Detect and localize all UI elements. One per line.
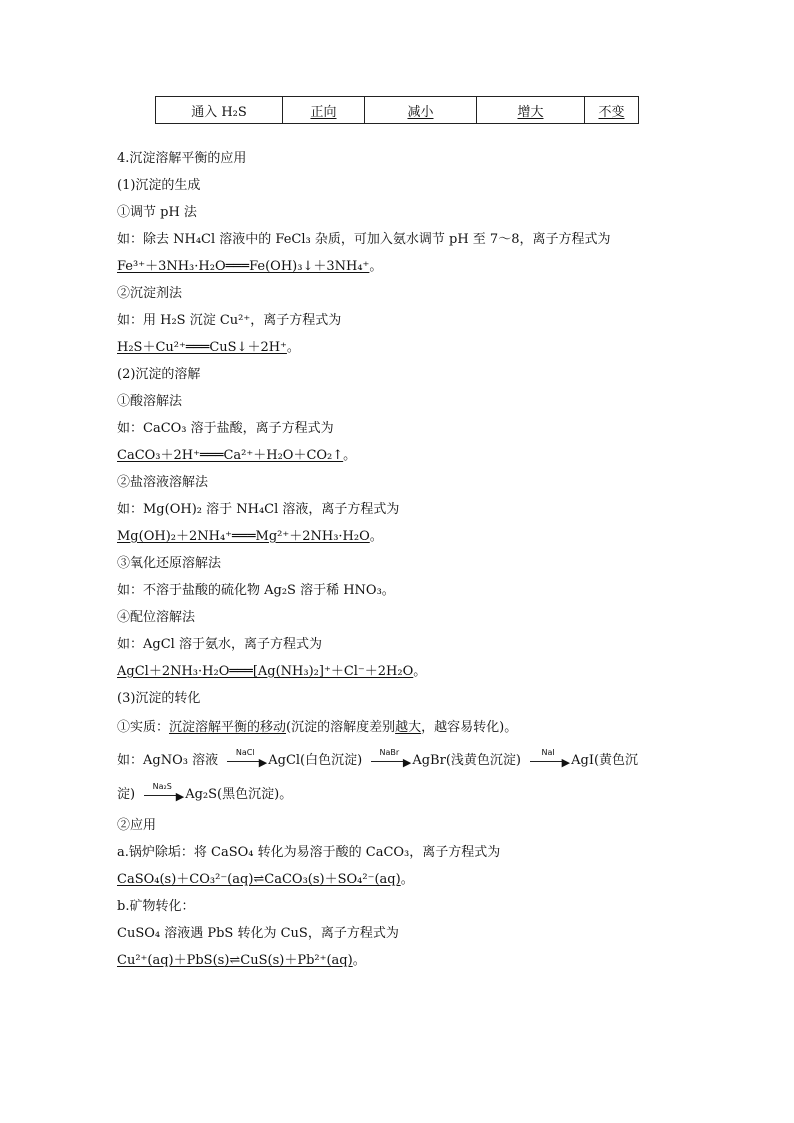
equation-line [117,258,382,276]
text: (沉淀的溶解度差别 [286,720,396,735]
equation: H₂S＋Cu²⁺═══CuS↓＋2H⁺ [117,340,287,355]
method-title: ①调节 pH 法 [117,205,197,220]
equation-line [117,528,383,546]
equation: Cu²⁺(aq)＋PbS(s)⇌CuS(s)＋Pb²⁺(aq) [117,953,353,968]
text-line: 如：AgCl 溶于氨水，离子方程式为 [117,637,322,652]
punct: 。 [286,340,300,355]
answer-text: 正向 [310,104,337,120]
equation: Fe³⁺＋3NH₃·H₂O═══Fe(OH)₃↓＋3NH₄⁺ [117,259,370,274]
answer-text: 增大 [517,104,544,120]
table-cell [365,97,477,124]
punct: 。 [400,872,414,887]
equation-line [117,663,426,681]
text: ①实质： [117,720,170,735]
reagent-label: Na₂S [152,782,172,791]
h2s-table [155,96,639,124]
punct: 。 [352,953,366,968]
text-line: b.矿物转化： [117,899,195,914]
text-line: 如：用 H₂S 沉淀 Cu²⁺，离子方程式为 [117,313,342,328]
method-title: ②沉淀剂法 [117,286,183,301]
table-cell: 通入 H₂S [156,97,283,124]
table-cell [585,97,639,124]
arrow-head-icon: ▶ [402,756,412,769]
section-heading: 4.沉淀溶解平衡的应用 [117,151,247,166]
reaction-arrow [369,748,412,770]
text: AgBr(浅黄色沉淀) [412,753,521,768]
text: 如：AgNO₃ 溶液 [117,753,219,768]
subheading: (3)沉淀的转化 [117,691,201,706]
table-row [156,97,639,124]
subheading: (1)沉淀的生成 [117,178,201,193]
method-title: ③氧化还原溶解法 [117,556,222,571]
text: ，越容易转化)。 [421,720,518,735]
text-line: 如：除去 NH₄Cl 溶液中的 FeCl₃ 杂质，可加入氨水调节 pH 至 7～8，离子方程式为 [117,232,611,247]
method-title: ④配位溶解法 [117,610,196,625]
reagent-label: NaBr [379,748,400,757]
punct: 。 [369,259,383,274]
equation-line [117,871,414,889]
text-line: a.锅炉除垢：将 CaSO₄ 转化为易溶于酸的 CaCO₃，离子方程式为 [117,845,501,860]
table-cell [477,97,585,124]
reaction-arrow [142,782,185,804]
text-line: CuSO₄ 溶液遇 PbS 转化为 CuS，离子方程式为 [117,926,399,941]
conversion-line [117,782,293,804]
punct: 。 [413,664,427,679]
answer-text: 减小 [407,104,434,120]
method-title: ①酸溶解法 [117,394,183,409]
equation: Mg(OH)₂＋2NH₄⁺═══Mg²⁺＋2NH₃·H₂O [117,529,370,544]
conversion-line [117,748,639,770]
answer-text: 沉淀溶解平衡的移动 [169,720,287,735]
text-line [117,719,517,737]
text: AgI(黄色沉 [571,753,639,768]
equation: CaCO₃＋2H⁺═══Ca²⁺＋H₂O＋CO₂↑ [117,448,344,463]
reaction-arrow [528,748,571,770]
method-title: ②盐溶液溶解法 [117,475,209,490]
reagent-label: NaCl [235,748,255,757]
text: AgCl(白色沉淀) [268,753,363,768]
equation-line [117,952,366,970]
answer-text: 不变 [598,104,625,120]
punct: 。 [343,448,357,463]
punct: 。 [369,529,383,544]
text-line: 如：不溶于盐酸的硫化物 Ag₂S 溶于稀 HNO₃。 [117,583,395,598]
arrow-head-icon: ▶ [561,756,571,769]
arrow-head-icon: ▶ [258,756,268,769]
table-cell [283,97,365,124]
text: 淀) [117,787,136,802]
method-title: ②应用 [117,818,157,833]
reagent-label: NaI [541,748,555,757]
equation: CaSO₄(s)＋CO₃²⁻(aq)⇌CaCO₃(s)＋SO₄²⁻(aq) [117,872,401,887]
text-line: 如：CaCO₃ 溶于盐酸，离子方程式为 [117,421,334,436]
equation-line [117,339,300,357]
reaction-arrow [225,748,268,770]
equation: AgCl＋2NH₃·H₂O═══[Ag(NH₃)₂]⁺＋Cl⁻＋2H₂O [117,664,414,679]
arrow-head-icon: ▶ [175,790,185,803]
answer-text: 越大 [395,720,422,735]
text-line: 如：Mg(OH)₂ 溶于 NH₄Cl 溶液，离子方程式为 [117,502,400,517]
subheading: (2)沉淀的溶解 [117,367,201,382]
text: Ag₂S(黑色沉淀)。 [185,787,293,802]
equation-line [117,447,356,465]
